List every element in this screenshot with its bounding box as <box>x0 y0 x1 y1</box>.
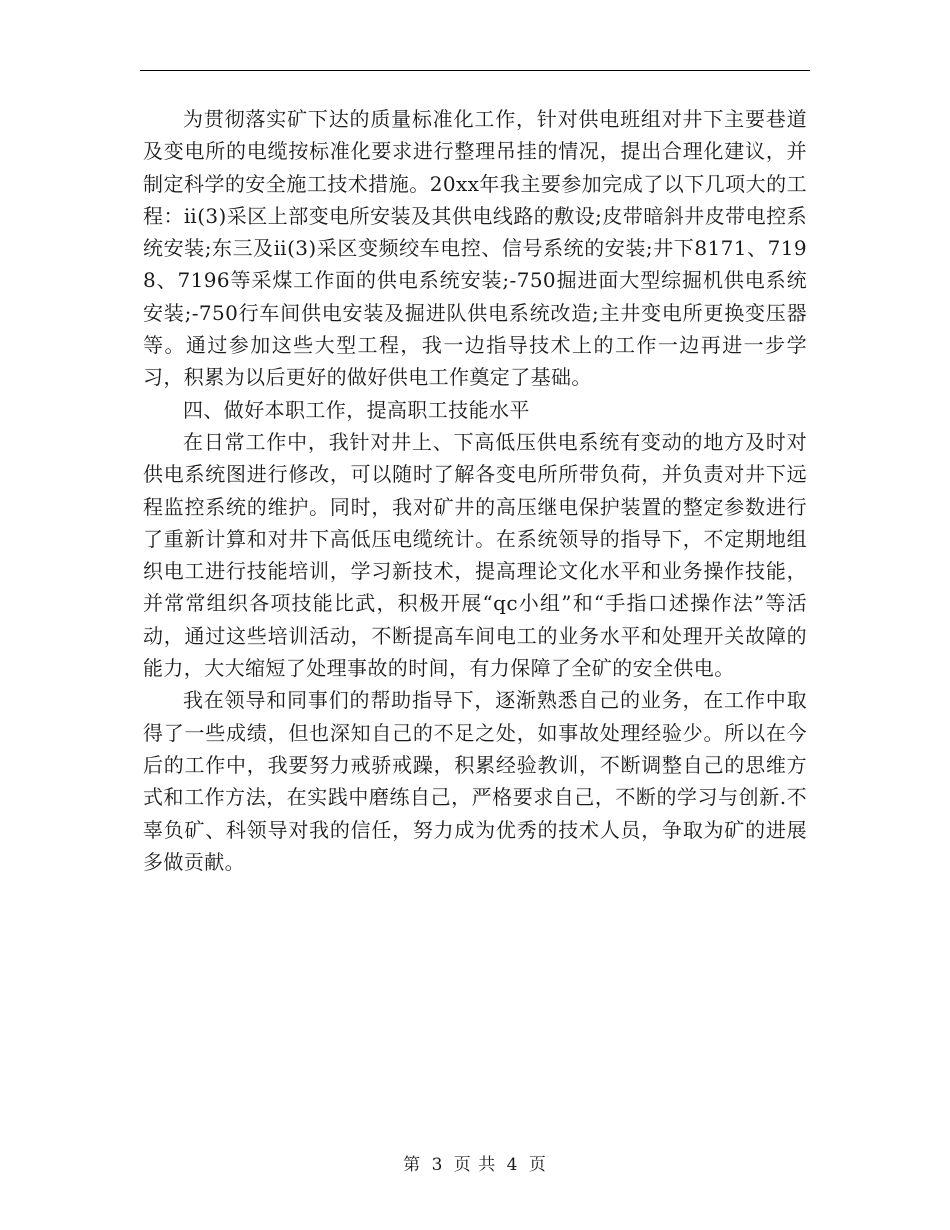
body-paragraph: 我在领导和同事们的帮助指导下，逐渐熟悉自己的业务，在工作中取得了一些成绩，但也深知自己的不足之处，如事故处理经验少。所以在今后的工作中，我要努力戒骄戒躁，积累经验教训，不断调整自己的思维方式和工作方法，在实践中磨练自己，严格要求自己，不断的学习与创新.不辜负矿、科领导对我的信任，努力成为优秀的技术人员，争取为矿的进展多做贡献。 <box>143 688 807 874</box>
body-paragraph: 为贯彻落实矿下达的质量标准化工作，针对供电班组对井下主要巷道及变电所的电缆按标准化要求进行整理吊挂的情况，提出合理化建议，并制定科学的安全施工技术措施。20xx年我主要参加完成了以下几项大的工程：ⅱ(3)采区上部变电所安装及其供电线路的敷设;皮带暗斜井皮带电控系统安装;东三及ⅱ(3)采区变频绞车电控、信号系统的安装;井下8171、7198、7196等采煤工作面的供电系统安装;-750掘进面大型综掘机供电系统安装;-750行车间供电安装及掘进队供电系统改造;主井变电所更换变压器等。通过参加这些大型工程，我一边指导技术上的工作一边再进一步学习，积累为以后更好的做好供电工作奠定了基础。 <box>143 107 807 390</box>
footer-prefix: 第 <box>403 1155 422 1175</box>
page-footer <box>0 1150 950 1175</box>
footer-suffix: 页 <box>528 1155 547 1175</box>
header-rule <box>140 70 810 71</box>
section-heading: 四、做好本职工作，提高职工技能水平 <box>183 397 530 422</box>
footer-mid: 页 共 <box>453 1155 497 1175</box>
footer-total-pages: 4 <box>506 1155 519 1175</box>
body-paragraph: 在日常工作中，我针对井上、下高低压供电系统有变动的地方及时对供电系统图进行修改，可以随时了解各变电所所带负荷，并负责对井下远程监控系统的维护。同时，我对矿井的高压继电保护装置的整定参数进行了重新计算和对井下高低压电缆统计。在系统领导的指导下，不定期地组织电工进行技能培训，学习新技术，提高理论文化水平和业务操作技能，并常常组织各项技能比武，积极开展“qc小组”和“手指口述操作法”等活动，通过这些培训活动，不断提高车间电工的业务水平和处理开关故障的能力，大大缩短了处理事故的时间，有力保障了全矿的安全供电。 <box>143 429 807 681</box>
footer-current-page: 3 <box>431 1155 444 1175</box>
document-body <box>143 103 807 878</box>
